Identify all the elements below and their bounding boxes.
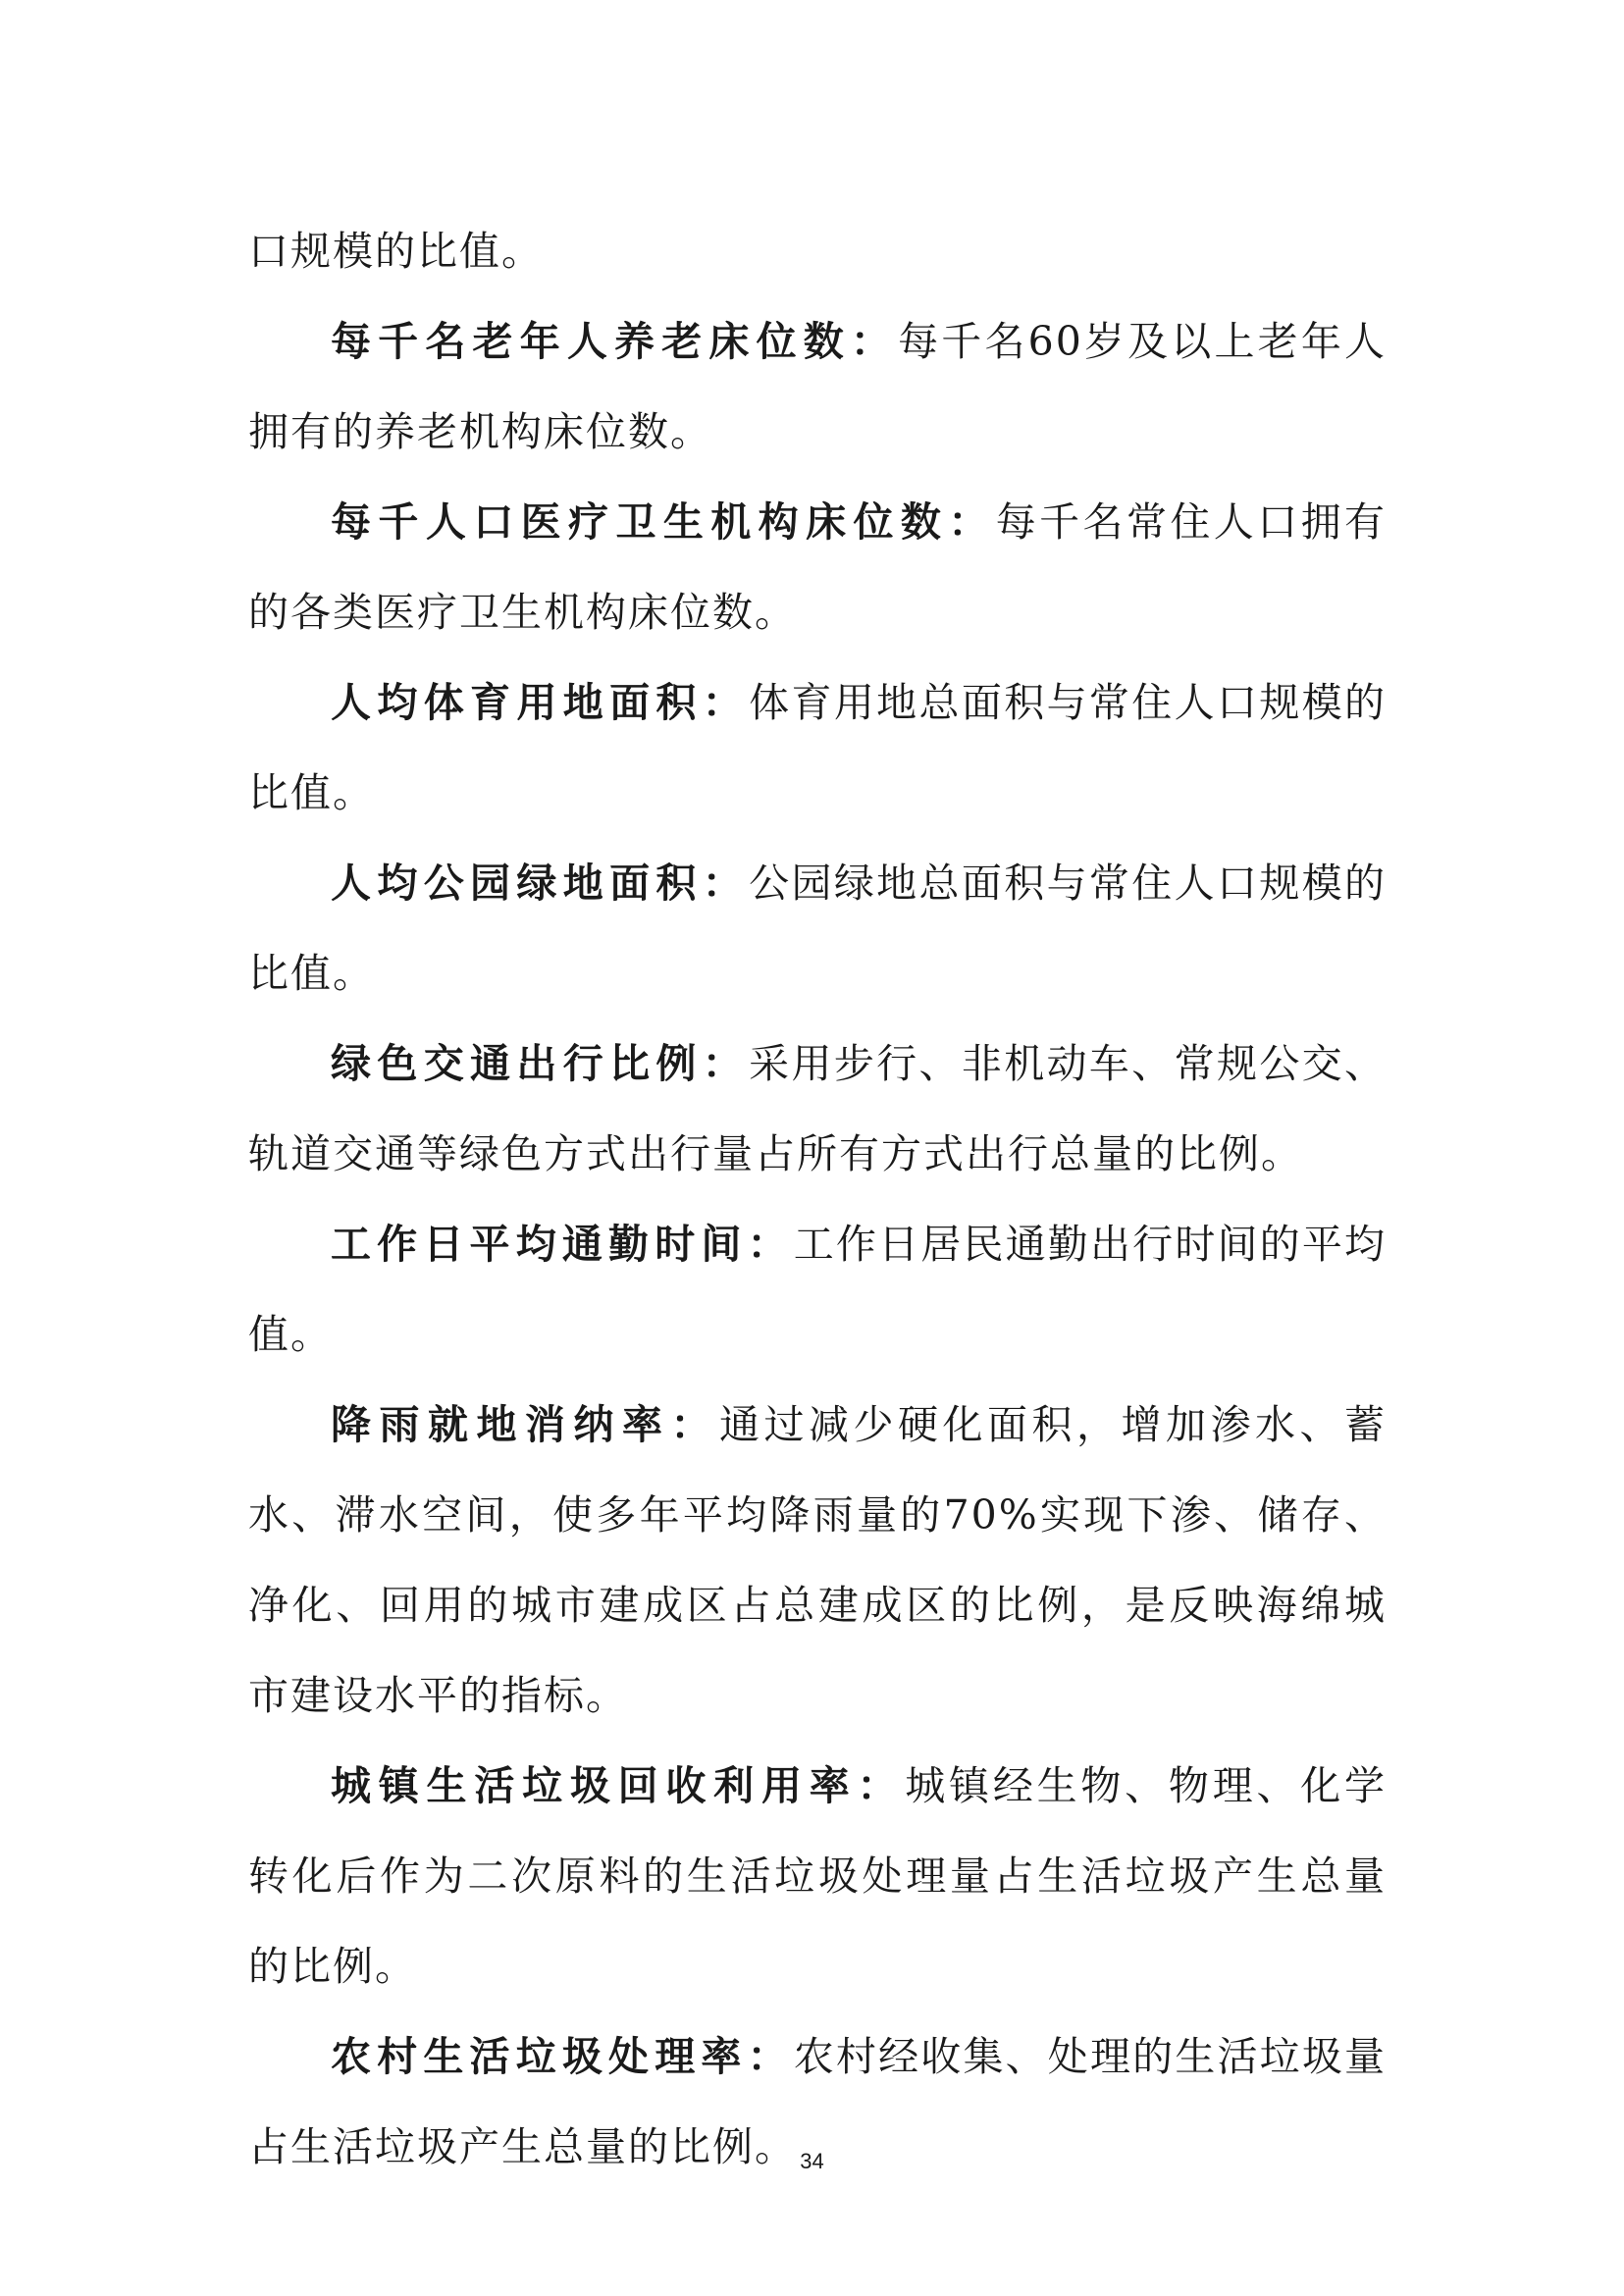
definition-term: 每千人口医疗卫生机构床位数：: [331, 498, 996, 546]
definition-paragraph: [248, 838, 1387, 1018]
continuation-paragraph: 口规模的比值。: [248, 228, 544, 275]
definition-text: 体育用地总面积与常住人口规模的比值。: [248, 679, 1388, 816]
definition-text: 农村经收集、处理的生活垃圾量占生活垃圾产生总量的比例。: [248, 2033, 1388, 2170]
definition-term: 工作日平均通勤时间：: [331, 1221, 794, 1268]
document-body: [248, 206, 1387, 2192]
definition-term: 农村生活垃圾处理率：: [331, 2033, 794, 2080]
definition-paragraph: [248, 657, 1387, 838]
definition-paragraph: [248, 296, 1387, 477]
definition-text: 每千名60岁及以上老年人拥有的养老机构床位数。: [248, 318, 1388, 455]
definition-paragraph: [248, 1018, 1387, 1199]
definition-text: 每千名常住人口拥有的各类医疗卫生机构床位数。: [248, 498, 1388, 636]
definition-paragraph: [248, 1741, 1387, 2011]
definition-term: 降雨就地消纳率：: [331, 1401, 719, 1448]
definition-text: 工作日居民通勤出行时间的平均值。: [248, 1221, 1388, 1358]
definition-text: 城镇经生物、物理、化学转化后作为二次原料的生活垃圾处理量占生活垃圾产生总量的比例。: [248, 1762, 1388, 1990]
definition-term: 绿色交通出行比例：: [331, 1040, 750, 1087]
definition-text: 通过减少硬化面积，增加渗水、蓄水、滞水空间，使多年平均降雨量的70%实现下渗、储存、净化、回用的城市建成区占总建成区的比例，是反映海绵城市建设水平的指标。: [248, 1401, 1387, 1719]
definition-paragraph: [248, 1199, 1387, 1380]
definition-term: 人均公园绿地面积：: [331, 860, 750, 907]
definition-term: 城镇生活垃圾回收利用率：: [331, 1762, 906, 1809]
definition-text: 采用步行、非机动车、常规公交、轨道交通等绿色方式出行量占所有方式出行总量的比例。: [248, 1040, 1388, 1177]
definition-term: 人均体育用地面积：: [331, 679, 750, 726]
page-number: 34: [800, 2149, 824, 2173]
definition-paragraph: [248, 1380, 1387, 1741]
definition-paragraph: [248, 477, 1387, 657]
definition-text: 公园绿地总面积与常住人口规模的比值。: [248, 860, 1388, 997]
definition-term: 每千名老年人养老床位数：: [331, 318, 899, 365]
